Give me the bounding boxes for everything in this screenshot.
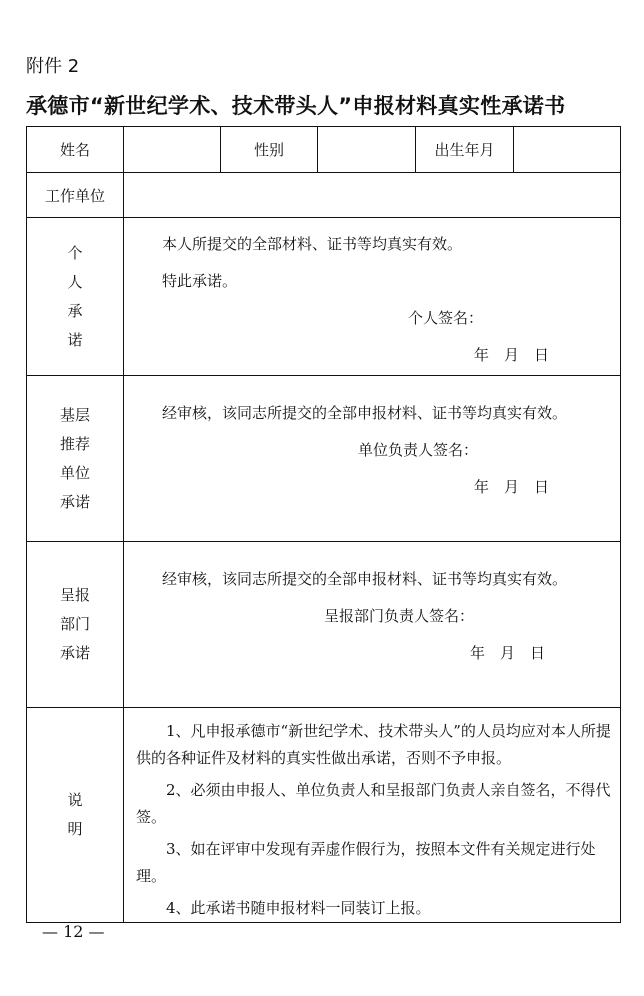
- label-line: 承诺: [59, 644, 90, 662]
- birth-date-field[interactable]: [514, 127, 621, 173]
- grassroots-review-text: 经审核，该同志所提交的全部申报材料、证书等均真实有效。: [162, 404, 568, 422]
- label-line: 基层: [59, 405, 90, 424]
- grassroots-commitment-row: [27, 376, 621, 542]
- work-unit-field[interactable]: [124, 173, 621, 218]
- label-line: 推荐: [59, 434, 90, 453]
- label-char: 承: [67, 301, 83, 320]
- label-char: 人: [67, 272, 83, 291]
- name-label: 姓名: [27, 127, 124, 173]
- work-unit-label: 工作单位: [27, 173, 124, 218]
- unit-head-signature-label: 单位负责人签名：: [358, 441, 479, 459]
- commitment-form-table: [26, 126, 621, 923]
- note-item: 1、凡申报承德市“新世纪学术、技术带头人”的人员均应对本人所提供的各种证件及材料的真实性做出承诺，否则不予申报。: [136, 722, 611, 767]
- personal-date: 年 月 日: [474, 346, 550, 364]
- label-char: 说: [67, 791, 83, 809]
- label-line: 承诺: [59, 492, 90, 511]
- department-head-signature-label: 呈报部门负责人签名：: [324, 607, 475, 625]
- notes-content: [124, 708, 621, 923]
- gender-label: 性别: [221, 127, 318, 173]
- note-item: 4、此承诺书随申报材料一同装订上报。: [166, 899, 431, 917]
- department-review-text: 经审核，该同志所提交的全部申报材料、证书等均真实有效。: [162, 570, 568, 588]
- page-number: — 12 —: [42, 922, 105, 941]
- name-field[interactable]: [124, 127, 221, 173]
- department-commitment-label: [27, 542, 124, 708]
- grassroots-date: 年 月 日: [474, 478, 550, 496]
- personal-commitment-label: [27, 218, 124, 376]
- basic-info-row: [27, 127, 621, 173]
- note-item: 3、如在评审中发现有弄虚作假行为，按照本文件有关规定进行处理。: [136, 840, 596, 885]
- department-date: 年 月 日: [470, 644, 546, 662]
- notes-label: [27, 708, 124, 923]
- grassroots-commitment-content: [124, 376, 621, 542]
- department-commitment-row: [27, 542, 621, 708]
- work-unit-row: [27, 173, 621, 218]
- label-line: 呈报: [59, 586, 90, 604]
- gender-field[interactable]: [318, 127, 416, 173]
- birth-date-label: 出生年月: [416, 127, 514, 173]
- grassroots-commitment-label: [27, 376, 124, 542]
- note-item: 2、必须由申报人、单位负责人和呈报部门负责人亲自签名，不得代签。: [136, 781, 611, 826]
- label-line: 部门: [59, 615, 90, 633]
- special-commitment-text: 特此承诺。: [162, 272, 238, 290]
- label-char: 明: [67, 820, 83, 838]
- personal-commitment-row: [27, 218, 621, 376]
- attachment-label: 附件 2: [26, 56, 80, 77]
- department-commitment-content: [124, 542, 621, 708]
- personal-commitment-content: [124, 218, 621, 376]
- personal-commitment-text: 本人所提交的全部材料、证书等均真实有效。: [162, 235, 463, 253]
- document-title: 承德市“新世纪学术、技术带头人”申报材料真实性承诺书: [26, 94, 566, 118]
- label-line: 单位: [59, 463, 90, 482]
- personal-signature-label: 个人签名：: [408, 309, 484, 327]
- label-char: 个: [67, 243, 83, 262]
- label-char: 诺: [67, 330, 83, 349]
- notes-row: [27, 708, 621, 923]
